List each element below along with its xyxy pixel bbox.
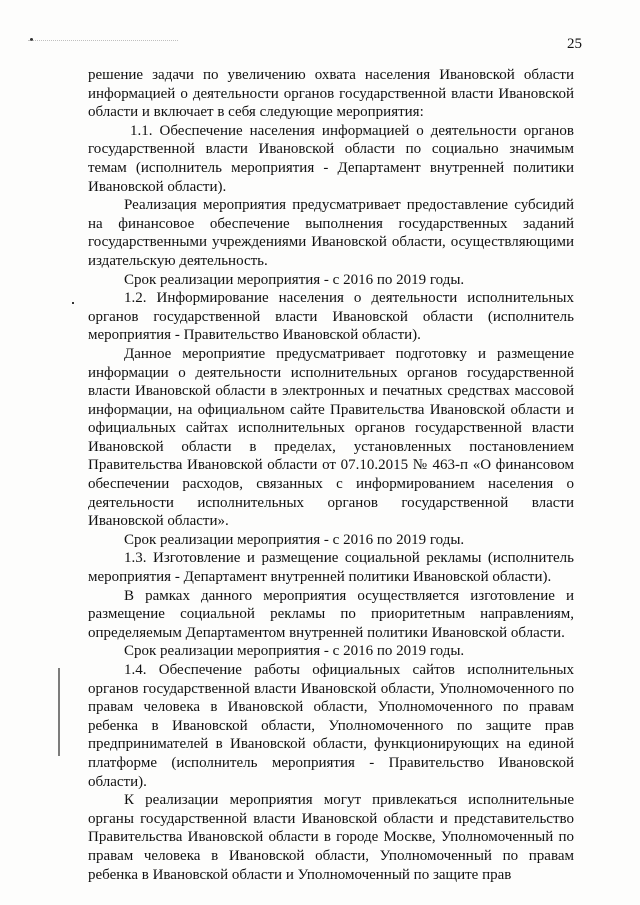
paragraph: К реализации мероприятия могут привлекаться исполнительные органы государственной власти Ивановской области и представительство Правительства Ивановской области в городе Москве, Уполномоченный по правам человека в Ивановской области, Уполномоченный по правам ребенка в Ивановской области и Уполномоченный по защите прав (88, 792, 574, 883)
body-text (88, 66, 574, 884)
paragraph: Данное мероприятие предусматривает подготовку и размещение информации о деятельности исполнительных органов государственной власти Ивановской области в электронных и печатных средствах массовой информации, на официальном сайте Правительства Ивановской области и официальных сайтах исполнительных органов государственной власти Ивановской области в пределах, установленных постановлением Правительства Ивановской области от 07.10.2015 № 463-п «О финансовом обеспечении расходов, связанных с информированием населения о деятельности исполнительных органов государственной власти Ивановской области». (88, 345, 574, 530)
paragraph-term: Срок реализации мероприятия - с 2016 по 2019 годы. (124, 271, 465, 288)
paragraph-item-1-4: 1.4. Обеспечение работы официальных сайтов исполнительных органов государственной власти Ивановской области, Уполномоченного по правам человека в Ивановской области, Уполномоченного по правам ребенка в Ивановской области, Уполномоченного по защите прав предпринимателей в Ивановской области, функционирующих на единой платформе (исполнитель мероприятия - Правительство Ивановской области). (88, 662, 574, 790)
scan-artifact-dot (72, 302, 74, 304)
paragraph-item-1-1: 1.1. Обеспечение населения информацией о деятельности органов государственной власти Ивановской области по социально значимым темам (исполнитель мероприятия - Департамент внутренней политики Ивановской области). (88, 122, 574, 195)
paragraph-item-1-2: 1.2. Информирование населения о деятельности исполнительных органов государственной власти Ивановской области (исполнитель мероприятия - Правительство Ивановской области). (88, 290, 574, 344)
page-number: 25 (567, 36, 582, 52)
paragraph: В рамках данного мероприятия осуществляется изготовление и размещение социальной рекламы по приоритетным направлениям, определяемым Департаментом внутренней политики Ивановской области. (88, 587, 574, 641)
margin-mark (58, 668, 60, 756)
scan-artifact-line (28, 40, 178, 45)
paragraph-term: Срок реализации мероприятия - с 2016 по 2019 годы. (124, 531, 465, 548)
paragraph-item-1-3: 1.3. Изготовление и размещение социальной рекламы (исполнитель мероприятия - Департамент внутренней политики Ивановской области). (88, 550, 574, 586)
paragraph-term: Срок реализации мероприятия - с 2016 по 2019 годы. (124, 643, 465, 660)
paragraph: решение задачи по увеличению охвата населения Ивановской области информацией о деятельности органов государственной власти Ивановской области и включает в себя следующие мероприятия: (88, 67, 574, 121)
paragraph: Реализация мероприятия предусматривает предоставление субсидий на финансовое обеспечение выполнения государственных заданий государственными учреждениями Ивановской области, осуществляющими издательскую деятельность. (88, 197, 574, 269)
